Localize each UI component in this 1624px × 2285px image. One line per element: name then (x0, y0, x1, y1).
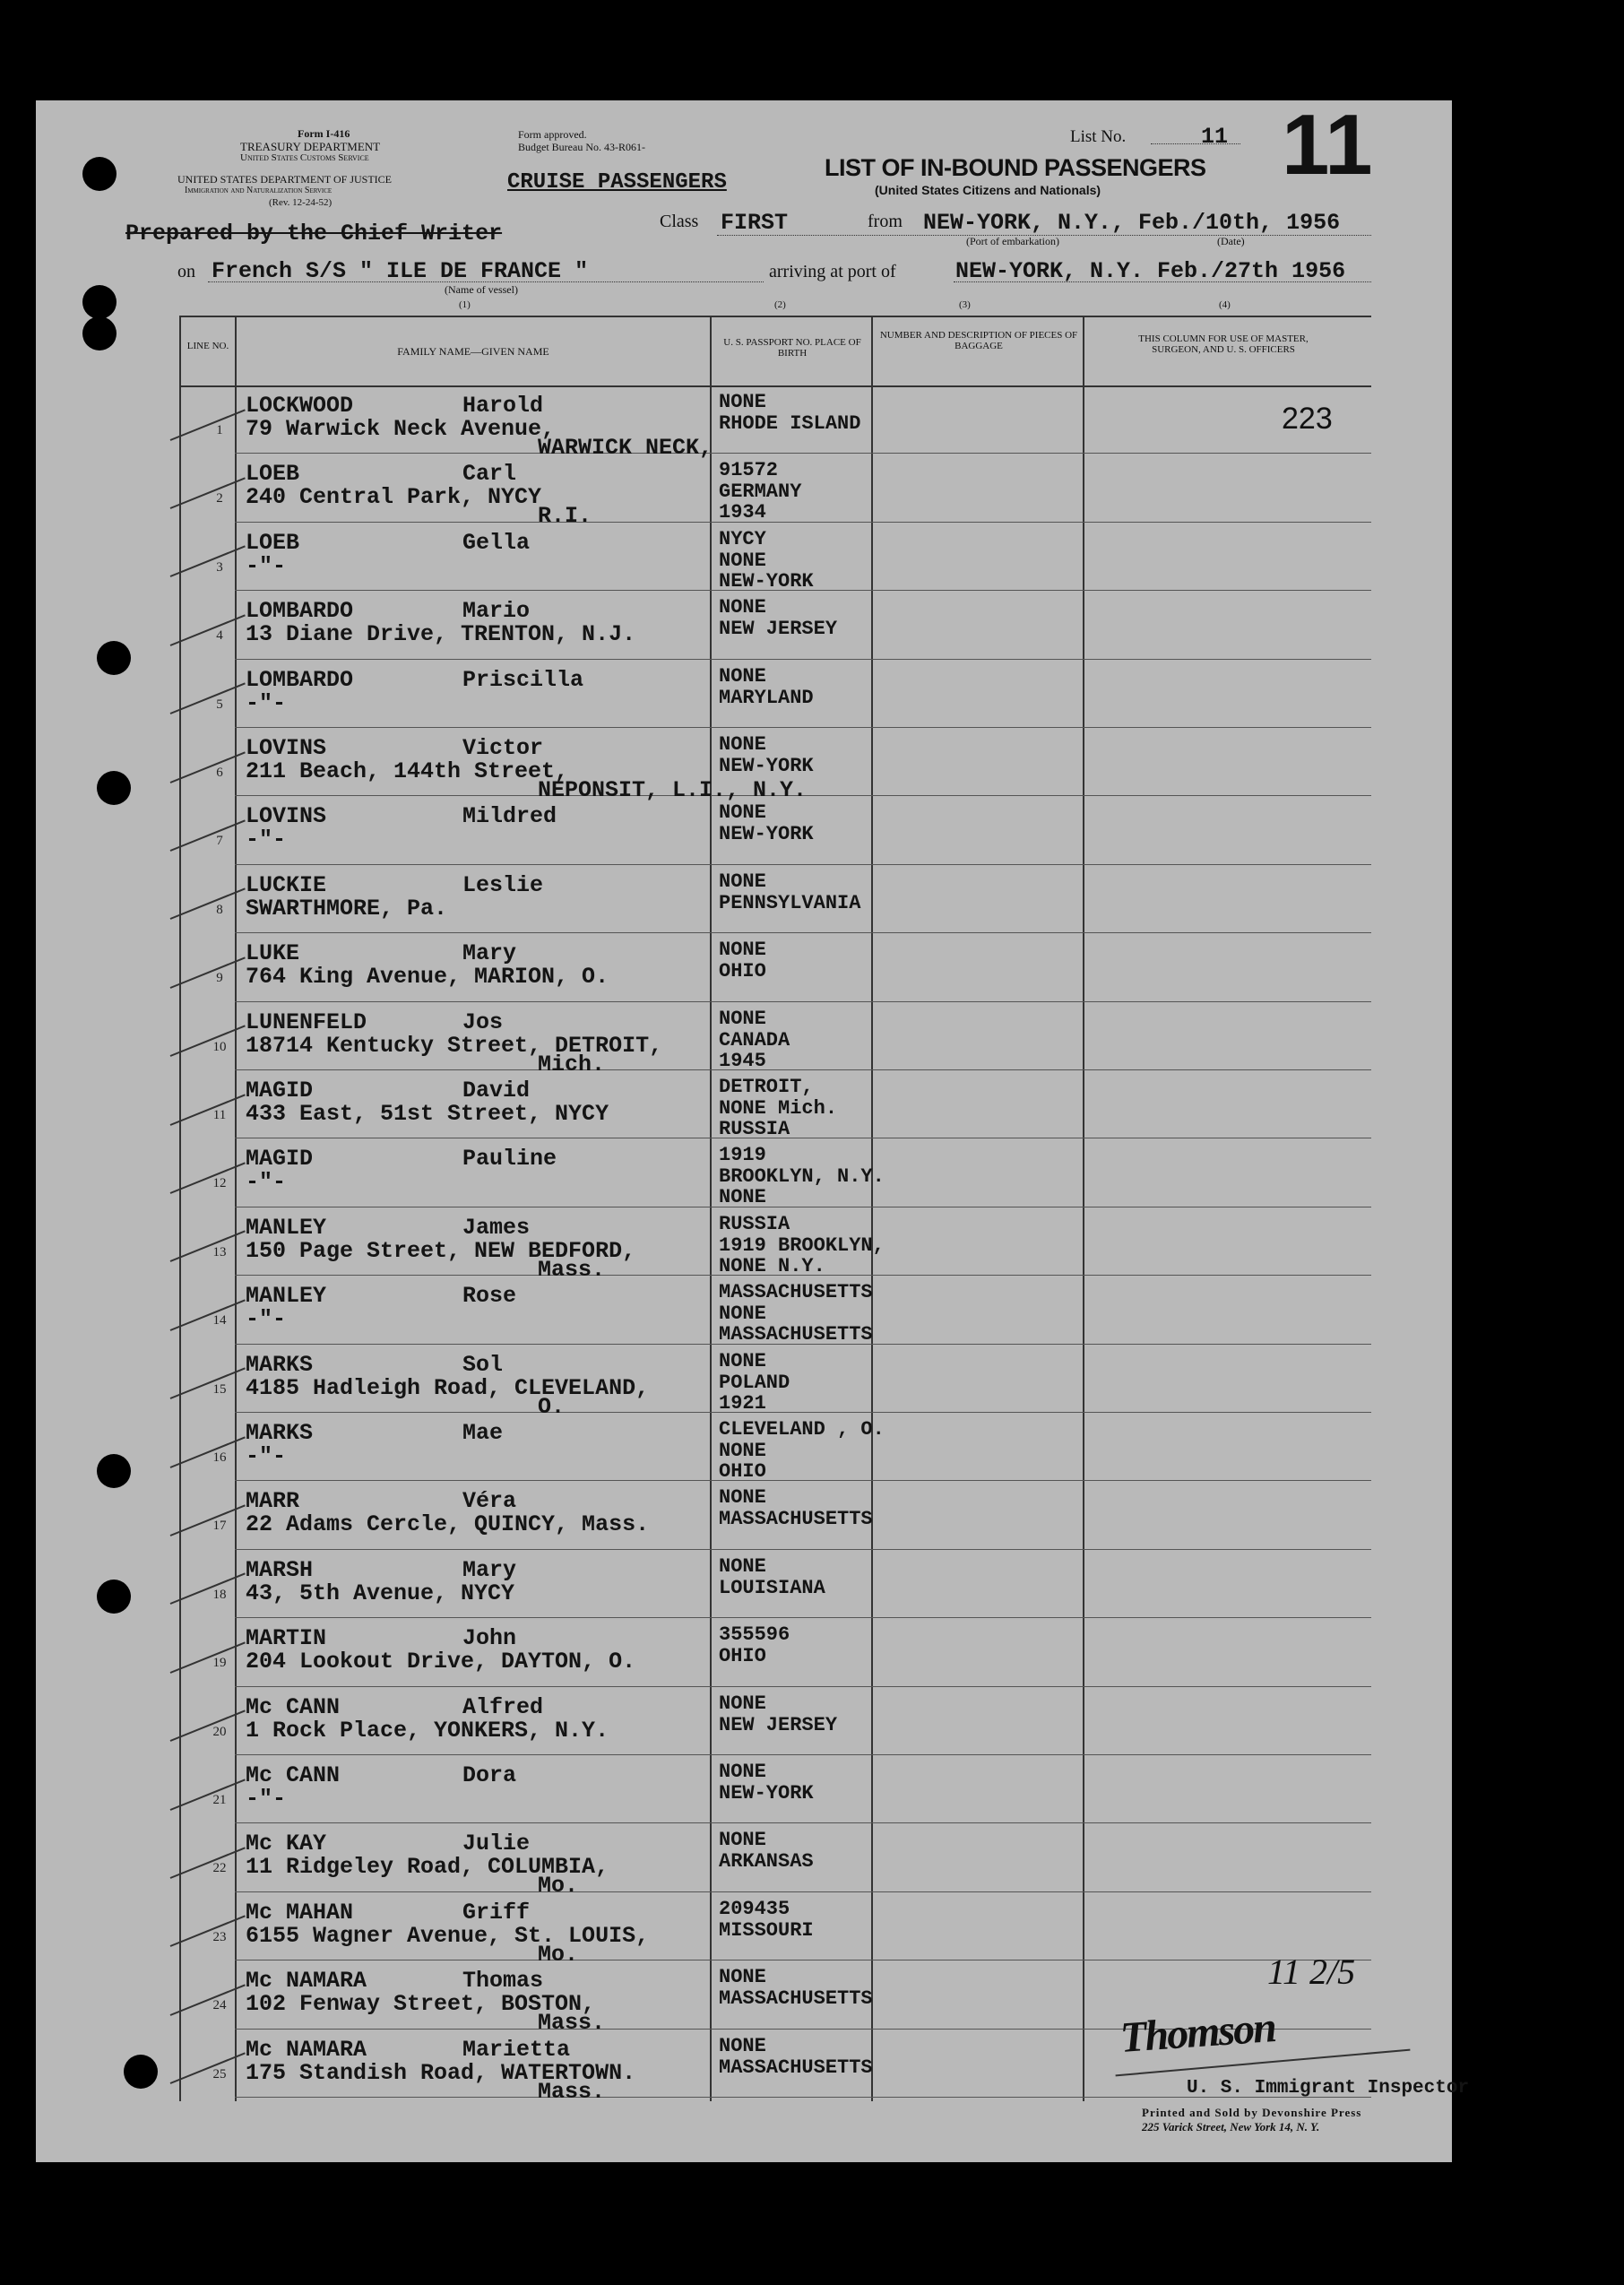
passport-no: NONE (719, 870, 766, 893)
table-row (179, 1138, 1371, 1207)
address-cont: WARWICK NECK, (538, 435, 713, 461)
family-name: LOMBARDO (246, 598, 354, 625)
address: -"- (246, 552, 287, 579)
table-row (179, 865, 1371, 933)
family-name: MAGID (246, 1146, 314, 1173)
table-row (179, 728, 1371, 803)
printer-line-2: 225 Varick Street, New York 14, N. Y. (1142, 2120, 1320, 2134)
from-label: from (868, 212, 903, 231)
budget-bureau: Budget Bureau No. 43-R061- (518, 141, 645, 153)
place-of-birth: BROOKLYN, N.Y. (719, 1165, 885, 1189)
line-number: 18 (212, 1587, 227, 1602)
place-of-birth: NONE (719, 549, 766, 572)
place-of-birth: NONE Mich. (719, 1097, 838, 1120)
family-name: MARKS (246, 1351, 314, 1378)
address-cont: O. (538, 1393, 566, 1420)
given-name: Thomas (462, 1968, 544, 1995)
given-name: James (462, 1214, 531, 1241)
class-value: FIRST (721, 210, 789, 236)
passport-extra: OHIO (719, 1460, 766, 1483)
family-name: LOMBARDO (246, 666, 354, 693)
line-number: 6 (216, 766, 223, 781)
passport-no: NONE (719, 1349, 766, 1372)
arriving-value: NEW-YORK, N.Y. Feb./27th 1956 (955, 258, 1346, 284)
table-row (179, 385, 1371, 461)
passport-no: NONE (719, 1692, 766, 1715)
line-number: 16 (212, 1450, 227, 1466)
line-number: 5 (216, 697, 223, 712)
prepared-note: Prepared by the Chief Writer (125, 221, 503, 247)
inspector-signature: Thomson (1119, 2004, 1277, 2062)
table-row (179, 1413, 1371, 1481)
port-embark-note: (Port of embarkation) (966, 235, 1059, 247)
line-number: 21 (212, 1793, 227, 1808)
family-name: Mc NAMARA (246, 1968, 367, 1995)
form-number: Form I-416 (298, 127, 350, 140)
vessel-line (208, 281, 764, 282)
address: -"- (246, 1306, 287, 1333)
address-cont: Mich. (538, 1051, 606, 1078)
line-number: 8 (216, 902, 223, 917)
place-of-birth: MISSOURI (719, 1918, 814, 1942)
given-name: Griff (462, 1899, 531, 1926)
table-row (179, 1823, 1371, 1900)
table-row (179, 1892, 1371, 1968)
line-number: 20 (212, 1724, 227, 1739)
cruise-stamp: CRUISE PASSENGERS (507, 170, 727, 195)
given-name: Gella (462, 529, 531, 556)
family-name: Mc CANN (246, 1762, 341, 1788)
passport-no: 209435 (719, 1897, 790, 1920)
passport-no: NONE (719, 2034, 766, 2057)
family-name: LOCKWOOD (246, 393, 354, 419)
line-number: 15 (212, 1381, 227, 1397)
address: 240 Central Park, NYCY (246, 484, 542, 511)
passport-no: DETROIT, (719, 1076, 814, 1098)
family-name: LOVINS (246, 803, 327, 830)
passport-no: NONE (719, 801, 766, 825)
passport-no: NONE (719, 1486, 766, 1510)
address: 1 Rock Place, YONKERS, N.Y. (246, 1717, 609, 1744)
family-name: LOVINS (246, 735, 327, 761)
passport-no: NONE (719, 1007, 766, 1030)
family-name: MARR (246, 1488, 300, 1515)
binder-hole (97, 1580, 131, 1614)
given-name: Mario (462, 598, 531, 625)
col-header-line-no: LINE NO. (186, 341, 229, 351)
passport-no: CLEVELAND , O. (719, 1418, 885, 1441)
given-name: Marietta (462, 2036, 571, 2063)
family-name: LUCKIE (246, 871, 327, 898)
place-of-birth: MARYLAND (719, 686, 814, 709)
justice-dept: UNITED STATES DEPARTMENT OF JUSTICE (177, 173, 393, 186)
place-of-birth: 1919 BROOKLYN, (719, 1233, 885, 1257)
document-subtitle: (United States Citizens and Nationals) (875, 183, 1101, 197)
binder-hole (82, 157, 117, 191)
line-number: 19 (212, 1656, 227, 1671)
place-of-birth: CANADA (719, 1028, 790, 1052)
line-number: 12 (212, 1176, 227, 1191)
given-name: Jos (462, 1008, 504, 1035)
place-of-birth: GERMANY (719, 480, 802, 504)
given-name: Carl (462, 461, 517, 488)
list-big-number: 11 (1282, 97, 1373, 193)
passport-extra: 1945 (719, 1049, 766, 1072)
family-name: Mc KAY (246, 1831, 327, 1857)
given-name: Pauline (462, 1146, 557, 1173)
table-top-border (179, 316, 1371, 317)
line-number: 14 (212, 1313, 227, 1329)
passport-no: 1919 (719, 1144, 766, 1167)
table-row (179, 660, 1371, 728)
address-cont: Mo. (538, 1941, 579, 1968)
passport-no: NONE (719, 1761, 766, 1783)
vessel-note: (Name of vessel) (445, 283, 518, 296)
inspector-title: U. S. Immigrant Inspector (1187, 2078, 1470, 2099)
address: 204 Lookout Drive, DAYTON, O. (246, 1649, 636, 1675)
arriving-label: arriving at port of (769, 262, 896, 281)
given-name: John (462, 1625, 517, 1652)
place-of-birth: RHODE ISLAND (719, 412, 861, 435)
passport-no: NONE (719, 596, 766, 619)
line-number: 13 (212, 1244, 227, 1259)
table-row (179, 1618, 1371, 1686)
place-of-birth: NONE (719, 1303, 766, 1326)
address: 79 Warwick Neck Avenue, (246, 416, 556, 442)
col-header-name: FAMILY NAME—GIVEN NAME (397, 345, 549, 358)
passport-no: NONE (719, 1966, 766, 1989)
address: 211 Beach, 144th Street, (246, 758, 569, 784)
table-row (179, 1755, 1371, 1823)
place-of-birth: NEW JERSEY (719, 618, 838, 641)
family-name: MAGID (246, 1078, 314, 1104)
printer-line-1: Printed and Sold by Devonshire Press (1142, 2106, 1362, 2119)
address-cont: Mass. (538, 2078, 606, 2105)
line-number: 1 (216, 423, 223, 438)
from-value: NEW-YORK, N.Y., Feb./10th, 1956 (923, 210, 1341, 236)
col-num-2: (2) (774, 299, 786, 310)
table-row (179, 591, 1371, 659)
line-number: 4 (216, 628, 223, 644)
family-name: LUKE (246, 940, 300, 967)
given-name: Mary (462, 1556, 517, 1583)
col-num-1: (1) (459, 299, 471, 310)
table-row (179, 523, 1371, 591)
address: 13 Diane Drive, TRENTON, N.J. (246, 621, 636, 648)
binder-hole (97, 641, 131, 675)
table-row (179, 933, 1371, 1001)
table-row (179, 1276, 1371, 1344)
place-of-birth: NEW-YORK (719, 755, 814, 777)
given-name: Véra (462, 1488, 517, 1515)
binder-hole (82, 285, 117, 319)
address-cont: R.I. (538, 503, 592, 530)
family-name: LUNENFELD (246, 1008, 367, 1035)
family-name: Mc NAMARA (246, 2036, 367, 2063)
passport-no: 355596 (719, 1623, 790, 1647)
ins-service: Immigration and Naturalization Service (185, 186, 333, 195)
place-of-birth: MASSACHUSETTS (719, 1508, 873, 1531)
family-name: Mc MAHAN (246, 1899, 354, 1926)
address: 43, 5th Avenue, NYCY (246, 1580, 515, 1606)
place-of-birth: MASSACHUSETTS (719, 1987, 873, 2011)
place-of-birth: POLAND (719, 1371, 790, 1394)
address: -"- (246, 689, 287, 716)
table-row (179, 1550, 1371, 1618)
passport-no: NONE (719, 391, 766, 413)
line-number: 25 (212, 2066, 227, 2082)
passport-no: NONE (719, 1554, 766, 1578)
given-name: Leslie (462, 871, 544, 898)
table-row (179, 1207, 1371, 1283)
place-of-birth: MASSACHUSETTS (719, 2056, 873, 2079)
passport-no: 91572 (719, 459, 779, 482)
list-number: 11 (1201, 124, 1229, 150)
passport-extra: 1934 (719, 501, 766, 524)
family-name: MARSH (246, 1556, 314, 1583)
family-name: LOEB (246, 461, 300, 488)
table-row (179, 1002, 1371, 1078)
place-of-birth: LOUISIANA (719, 1576, 825, 1599)
place-of-birth: NEW-YORK (719, 1782, 814, 1805)
place-of-birth: NEW-YORK (719, 823, 814, 846)
given-name: Mildred (462, 803, 557, 830)
address: SWARTHMORE, Pa. (246, 895, 448, 922)
table-row (179, 796, 1371, 864)
address-cont: Mass. (538, 2010, 606, 2037)
address: -"- (246, 1443, 287, 1469)
list-label: List No. (1070, 127, 1127, 146)
col-header-passport: U. S. PASSPORT NO. PLACE OF BIRTH (723, 337, 861, 359)
address: 150 Page Street, NEW BEDFORD, (246, 1237, 636, 1264)
given-name: Julie (462, 1831, 531, 1857)
address-cont: Mo. (538, 1873, 579, 1900)
line-number: 11 (212, 1108, 227, 1123)
line-number: 2 (216, 491, 223, 506)
family-name: MARTIN (246, 1625, 327, 1652)
place-of-birth: PENNSYLVANIA (719, 891, 861, 914)
arriving-line (954, 281, 1371, 282)
address: 175 Standish Road, WATERTOWN. (246, 2059, 636, 2086)
officer-note: 223 (1282, 402, 1333, 436)
date-note: (Date) (1217, 235, 1245, 247)
given-name: Dora (462, 1762, 517, 1788)
address: -"- (246, 1786, 287, 1812)
form-approved: Form approved. (518, 128, 587, 141)
address-cont: NEPONSIT, L.I., N.Y. (538, 777, 808, 803)
revision: (Rev. 12-24-52) (269, 197, 333, 208)
address-cont: Mass. (538, 1256, 606, 1283)
class-label: Class (660, 212, 699, 231)
document-title: LIST OF IN-BOUND PASSENGERS (825, 154, 1206, 181)
binder-hole (97, 1454, 131, 1488)
inspector-initials: 11 2/5 (1267, 1952, 1356, 1992)
passport-extra: NEW-YORK (719, 569, 814, 593)
on-label: on (177, 262, 195, 281)
address: 4185 Hadleigh Road, CLEVELAND, (246, 1374, 650, 1401)
treasury-dept: TREASURY DEPARTMENT (240, 140, 381, 153)
address: -"- (246, 1169, 287, 1196)
address: 22 Adams Cercle, QUINCY, Mass. (246, 1511, 650, 1538)
passport-extra: 1921 (719, 1391, 766, 1415)
table-row (179, 454, 1371, 530)
given-name: Rose (462, 1283, 517, 1310)
address: -"- (246, 827, 287, 853)
given-name: Mary (462, 940, 517, 967)
passport-extra: NONE (719, 1186, 766, 1209)
passport-extra: NONE N.Y. (719, 1254, 825, 1277)
address: 11 Ridgeley Road, COLUMBIA, (246, 1854, 609, 1881)
address: 6155 Wagner Avenue, St. LOUIS, (246, 1922, 650, 1949)
passport-no: NONE (719, 664, 766, 688)
address: 433 East, 51st Street, NYCY (246, 1101, 609, 1127)
col-num-4: (4) (1219, 299, 1231, 310)
passport-no: NONE (719, 733, 766, 756)
given-name: Sol (462, 1351, 504, 1378)
table-row (179, 1687, 1371, 1755)
family-name: MARKS (246, 1420, 314, 1446)
address: 18714 Kentucky Street, DETROIT, (246, 1032, 663, 1059)
family-name: LOEB (246, 529, 300, 556)
line-number: 3 (216, 559, 223, 575)
passport-extra: RUSSIA (719, 1118, 790, 1140)
place-of-birth: OHIO (719, 1645, 766, 1668)
given-name: Mae (462, 1420, 504, 1446)
table-row (179, 1481, 1371, 1549)
family-name: Mc CANN (246, 1693, 341, 1720)
line-number: 10 (212, 1039, 227, 1054)
passport-extra: MASSACHUSETTS (719, 1323, 873, 1346)
given-name: Harold (462, 393, 544, 419)
vessel-name: French S/S " ILE DE FRANCE " (212, 258, 589, 284)
passport-no: NONE (719, 1829, 766, 1852)
place-of-birth: NONE (719, 1440, 766, 1462)
line-number: 23 (212, 1929, 227, 1944)
place-of-birth: OHIO (719, 960, 766, 983)
line-number: 22 (212, 1861, 227, 1876)
col-num-3: (3) (959, 299, 971, 310)
passport-no: NYCY (719, 527, 766, 550)
line-number: 24 (212, 1998, 227, 2013)
address: 102 Fenway Street, BOSTON, (246, 1991, 596, 2018)
customs-service: United States Customs Service (240, 152, 369, 163)
given-name: David (462, 1078, 531, 1104)
passenger-table (179, 316, 1371, 2105)
given-name: Alfred (462, 1693, 544, 1720)
binder-hole (82, 316, 117, 351)
passport-no: RUSSIA (719, 1212, 790, 1235)
passport-no: NONE (719, 939, 766, 962)
family-name: MANLEY (246, 1214, 327, 1241)
line-number: 9 (216, 971, 223, 986)
line-number: 7 (216, 834, 223, 849)
table-row (179, 1070, 1371, 1138)
given-name: Priscilla (462, 666, 584, 693)
col-header-baggage: NUMBER AND DESCRIPTION OF PIECES OF BAGGAGE (879, 330, 1078, 351)
place-of-birth: NEW JERSEY (719, 1713, 838, 1736)
given-name: Victor (462, 735, 544, 761)
binder-hole (97, 771, 131, 805)
line-number: 17 (212, 1519, 227, 1534)
col-header-officers: THIS COLUMN FOR USE OF MASTER, SURGEON, AND U. S. OFFICERS (1138, 333, 1309, 355)
passport-no: MASSACHUSETTS (719, 1281, 873, 1304)
place-of-birth: ARKANSAS (719, 1850, 814, 1874)
table-row (179, 1345, 1371, 1420)
family-name: MANLEY (246, 1283, 327, 1310)
address: 764 King Avenue, MARION, O. (246, 964, 609, 991)
binder-hole (124, 2055, 158, 2089)
